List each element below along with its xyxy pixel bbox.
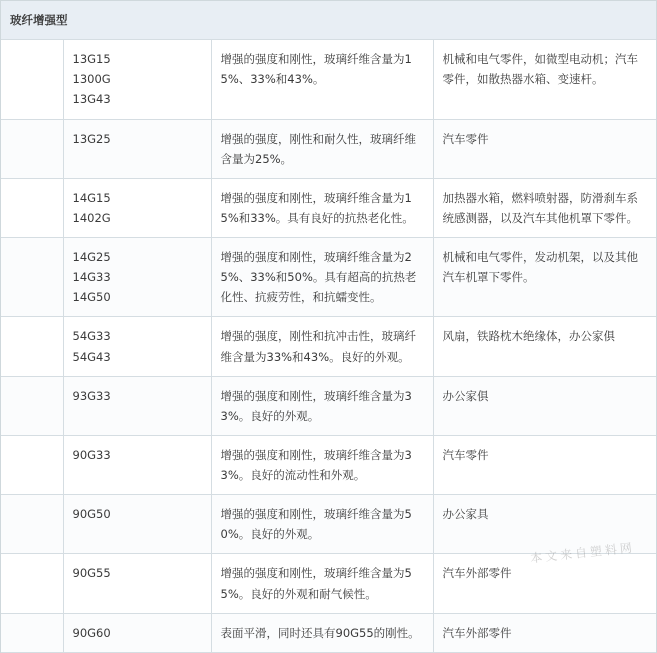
- grade-cell: [63, 238, 211, 317]
- table-row: [1, 376, 656, 435]
- properties-text: 增强的强度，刚性和抗冲击性，玻璃纤维含量为33%和43%。良好的外观。: [220, 329, 416, 364]
- grade-code: 14G33: [72, 270, 111, 285]
- row-spacer-cell: [1, 238, 63, 317]
- grade-code: 13G25: [72, 131, 111, 146]
- grade-cell: [63, 435, 211, 494]
- applications-cell: [433, 613, 656, 652]
- grade-code: 54G43: [72, 349, 111, 364]
- applications-text: 机械和电气零件，如微型电动机；汽车零件，如散热器水箱、变速杆。: [442, 52, 638, 87]
- applications-cell: [433, 554, 656, 613]
- table-row: [1, 613, 656, 652]
- applications-text: 加热器水箱，燃料喷射器，防滑刹车系统感测器，以及汽车其他机罩下零件。: [442, 190, 638, 225]
- watermark-text: 本文来自塑料网: [529, 540, 636, 566]
- grade-code: 13G15: [72, 52, 111, 67]
- properties-cell: [211, 40, 433, 119]
- properties-cell: [211, 376, 433, 435]
- table-row: [1, 317, 656, 376]
- applications-text: 风扇，铁路枕木绝缘体，办公家俱: [442, 329, 615, 344]
- grade-cell: [63, 317, 211, 376]
- applications-text: 办公家具: [442, 507, 489, 522]
- table-row: [1, 119, 656, 178]
- properties-text: 增强的强度和刚性，玻璃纤维含量为25%、33%和50%。具有超高的抗热老化性、抗疲劳性，和抗蠕变性。: [220, 250, 417, 305]
- properties-cell: [211, 554, 433, 613]
- properties-text: 增强的强度和刚性，玻璃纤维含量为55%。良好的外观和耐气候性。: [220, 566, 412, 601]
- properties-text: 增强的强度和刚性，玻璃纤维含量为33%。良好的外观。: [220, 388, 412, 423]
- applications-cell: [433, 119, 656, 178]
- properties-cell: [211, 119, 433, 178]
- properties-cell: [211, 238, 433, 317]
- properties-cell: [211, 613, 433, 652]
- grade-code: 90G50: [72, 507, 111, 522]
- grade-code: 90G33: [72, 447, 111, 462]
- properties-cell: [211, 495, 433, 554]
- properties-cell: [211, 178, 433, 237]
- applications-text: 汽车零件: [442, 131, 489, 146]
- spec-table: [1, 1, 656, 653]
- row-spacer-cell: [1, 178, 63, 237]
- row-spacer-cell: [1, 119, 63, 178]
- row-spacer-cell: [1, 317, 63, 376]
- properties-cell: [211, 317, 433, 376]
- applications-text: 机械和电气零件，发动机架，以及其他汽车机罩下零件。: [442, 250, 638, 285]
- row-spacer-cell: [1, 554, 63, 613]
- table-row: [1, 238, 656, 317]
- section-title: 玻纤增强型: [1, 1, 656, 40]
- applications-cell: [433, 376, 656, 435]
- grade-code: 14G25: [72, 250, 111, 264]
- properties-text: 增强的强度和刚性，玻璃纤维含量为50%。良好的外观。: [220, 507, 412, 542]
- table-section-header-row: [1, 1, 656, 40]
- applications-cell: [433, 40, 656, 119]
- table-row: [1, 178, 656, 237]
- grade-code: 90G60: [72, 625, 111, 640]
- grade-cell: [63, 376, 211, 435]
- grade-code: 54G33: [72, 329, 111, 344]
- applications-cell: [433, 238, 656, 317]
- table-row: [1, 435, 656, 494]
- grade-code: 93G33: [72, 388, 111, 403]
- applications-text: 办公家俱: [442, 388, 489, 403]
- grade-code: 1300G: [72, 72, 111, 87]
- applications-text: 汽车零件: [442, 447, 489, 462]
- table-row: [1, 554, 656, 613]
- properties-text: 表面平滑，同时还具有90G55的刚性。: [220, 625, 420, 640]
- grade-cell: [63, 554, 211, 613]
- row-spacer-cell: [1, 376, 63, 435]
- row-spacer-cell: [1, 495, 63, 554]
- properties-text: 增强的强度和刚性，玻璃纤维含量为15%和33%。具有良好的抗热老化性。: [220, 190, 414, 225]
- grade-code: 1402G: [72, 210, 111, 225]
- row-spacer-cell: [1, 613, 63, 652]
- grade-code: 14G50: [72, 290, 111, 305]
- properties-text: 增强的强度和刚性，玻璃纤维含量为33%。良好的流动性和外观。: [220, 447, 412, 482]
- applications-cell: [433, 317, 656, 376]
- applications-text: 汽车外部零件: [442, 625, 512, 640]
- applications-cell: [433, 435, 656, 494]
- applications-text: 汽车外部零件: [442, 566, 512, 581]
- grade-cell: [63, 495, 211, 554]
- row-spacer-cell: [1, 40, 63, 119]
- grade-cell: [63, 40, 211, 119]
- grade-cell: [63, 119, 211, 178]
- row-spacer-cell: [1, 435, 63, 494]
- spec-table-body: [1, 1, 656, 652]
- grade-code: 90G55: [72, 566, 111, 581]
- grade-code: 14G15: [72, 190, 111, 205]
- table-row: [1, 40, 656, 119]
- applications-cell: [433, 495, 656, 554]
- applications-cell: [433, 178, 656, 237]
- properties-text: 增强的强度，刚性和耐久性，玻璃纤维含量为25%。: [220, 131, 416, 166]
- grade-cell: [63, 178, 211, 237]
- properties-text: 增强的强度和刚性，玻璃纤维含量为15%、33%和43%。: [220, 52, 412, 87]
- grade-code: 13G43: [72, 92, 111, 107]
- grade-cell: [63, 613, 211, 652]
- properties-cell: [211, 435, 433, 494]
- table-row: [1, 495, 656, 554]
